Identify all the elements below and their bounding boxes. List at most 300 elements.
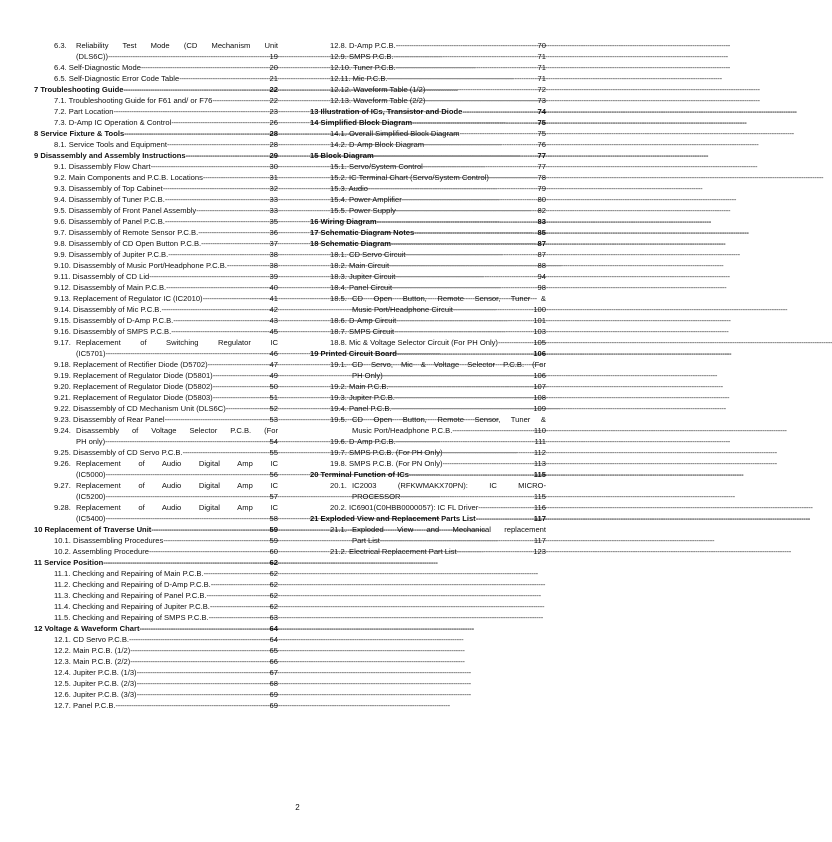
leader-dots [453,304,532,315]
toc-entry-title: 10 Replacement of Traverse Unit [34,525,152,534]
leader-dots [163,535,268,546]
toc-page-number: 88 [537,261,546,270]
toc-entry-title: Exploded View and Mechanical replacement [352,525,546,534]
toc-section-heading[interactable] [310,469,546,480]
toc-entry[interactable] [310,436,546,447]
toc-page-number: 54 [269,437,278,446]
toc-page-number: 94 [537,272,546,281]
toc-entry[interactable] [34,645,278,656]
leader-dots [478,502,533,513]
toc-page-number: 47 [269,360,278,369]
toc-entry[interactable] [34,392,278,403]
toc-entry[interactable] [310,381,546,392]
leader-dots [425,95,536,106]
toc-page-number: 65 [269,646,278,655]
toc-entry-title-continued: Music Port/Headphone Circuit [352,305,453,314]
toc-entry-number: 19.5. [330,415,347,424]
toc-section-heading[interactable] [310,238,546,249]
toc-page-number: 63 [269,613,278,622]
toc-entry[interactable] [310,293,546,315]
toc-entry-title: 19.4. Panel P.C.B. [330,404,392,413]
toc-page-number: 50 [269,382,278,391]
leader-dots [498,337,532,348]
toc-entry-title-continued: Part List [352,536,380,545]
toc-page-number: 56 [269,470,278,479]
leader-dots [149,271,268,282]
toc-entry[interactable] [34,359,278,370]
toc-entry[interactable] [34,216,278,227]
toc-entry[interactable] [34,590,278,601]
toc-page-number: 73 [537,96,546,105]
toc-entry[interactable] [310,546,546,557]
toc-page-number: 101 [533,316,546,325]
leader-dots [383,370,533,381]
toc-entry[interactable] [310,337,546,348]
toc-section-heading[interactable] [310,513,546,524]
toc-page-number: 62 [269,558,278,567]
toc-entry[interactable] [34,414,278,425]
toc-page-number: 82 [537,206,546,215]
toc-entry-title: 15.5. Power Supply [330,206,396,215]
toc-entry-title: 19.7. SMPS P.C.B. (For PH Only) [330,448,443,457]
leader-dots [392,282,536,293]
toc-entry-title: 9.19. Replacement of Regulator Diode (D5801) [54,371,213,380]
leader-dots [137,689,269,700]
leader-dots [396,436,534,447]
leader-dots [476,513,533,524]
toc-entry-number: 20.1. [330,481,347,490]
toc-entry[interactable] [34,183,278,194]
toc-entry[interactable] [310,139,546,150]
toc-entry-second-line [330,304,546,315]
toc-page-number: 75 [537,129,546,138]
toc-section-heading[interactable] [310,106,546,117]
toc-entry[interactable] [310,95,546,106]
leader-dots [209,612,269,623]
toc-section-heading[interactable] [34,150,278,161]
toc-entry-title-continued: PH Only) [352,371,383,380]
toc-entry-first-line [330,524,546,535]
toc-entry[interactable] [34,194,278,205]
leader-dots [425,84,536,95]
toc-page-number: 87 [537,250,546,259]
toc-page-number: 115 [533,492,546,501]
toc-entry[interactable] [34,249,278,260]
toc-entry-number: 9.17. [54,338,71,347]
toc-page-number: 57 [269,492,278,501]
toc-entry-title: 9.16. Disassembly of SMPS P.C.B. [54,327,172,336]
toc-page-number: 36 [269,228,278,237]
toc-entry-number: 19.1. [330,360,347,369]
leader-dots [114,106,269,117]
leader-dots [203,172,269,183]
toc-page-number: 35 [269,217,278,226]
toc-entry-title: 7.2. Part Location [54,107,114,116]
toc-page-number: 62 [269,602,278,611]
toc-entry-first-line [330,480,546,491]
toc-entry-first-line [54,480,278,491]
toc-entry-title: 12 Voltage & Waveform Chart [34,624,140,633]
toc-page-number: 28 [269,140,278,149]
toc-section-heading[interactable] [310,348,546,359]
toc-entry[interactable] [34,260,278,271]
toc-page-number: 109 [533,404,546,413]
toc-page-number: 62 [269,580,278,589]
toc-page-number: 98 [537,283,546,292]
leader-dots [124,128,268,139]
toc-entry[interactable] [310,205,546,216]
leader-dots [409,469,533,480]
leader-dots [395,392,532,403]
toc-entry[interactable] [34,205,278,216]
leader-dots [130,645,268,656]
toc-entry-title: 11.2. Checking and Repairing of D-Amp P.C.B. [54,580,211,589]
toc-page-number: 70 [537,41,546,50]
toc-entry-number: 9.26. [54,459,71,468]
toc-entry[interactable] [34,546,278,557]
toc-entry-title: 20 Terminal Function of ICs [310,470,410,479]
leader-dots [166,282,268,293]
toc-entry[interactable] [34,458,278,480]
leader-dots [211,579,269,590]
toc-entry-first-line [330,414,546,425]
leader-dots [380,535,533,546]
toc-entry-title: 8.1. Service Tools and Equipment [54,140,167,149]
toc-entry-second-line [330,491,546,502]
toc-entry-title: 9.2. Main Components and P.C.B. Locations [54,173,203,182]
toc-entry-title-continued: (DLS6C)) [76,52,109,61]
leader-dots [165,194,269,205]
toc-page-number: 66 [269,657,278,666]
toc-entry[interactable] [310,73,546,84]
leader-dots [212,95,268,106]
toc-entry-title: 6.5. Self-Diagnostic Error Code Table [54,74,180,83]
toc-page-number: 49 [269,371,278,380]
leader-dots [377,216,537,227]
leader-dots [103,557,268,568]
toc-entry-title: CD Open Button, Remote Sensor, Tuner & [352,415,546,424]
toc-page-number: 32 [269,184,278,193]
toc-entry[interactable] [34,568,278,579]
toc-entry[interactable] [310,62,546,73]
toc-page-number: 103 [533,327,546,336]
toc-entry[interactable] [310,326,546,337]
toc-entry[interactable] [310,502,546,513]
toc-entry-number: 21.1. [330,525,347,534]
toc-entry[interactable] [310,260,546,271]
leader-dots [402,194,537,205]
toc-entry[interactable] [34,337,278,359]
leader-dots [391,238,537,249]
toc-section-heading[interactable] [310,227,546,238]
toc-entry[interactable] [34,282,278,293]
toc-entry[interactable] [310,128,546,139]
toc-page-number: 31 [269,173,278,182]
leader-dots [213,392,269,403]
toc-page-number: 107 [533,382,546,391]
toc-entry[interactable] [310,84,546,95]
leader-dots [151,524,268,535]
toc-entry[interactable] [34,656,278,667]
toc-entry[interactable] [310,172,546,183]
toc-entry[interactable] [310,271,546,282]
toc-entry-title: CD Open Button, Remote Sensor, Tuner & [352,294,546,303]
toc-entry[interactable] [34,370,278,381]
toc-entry[interactable] [34,535,278,546]
toc-entry-title: 10.2. Assembling Procedure [54,547,149,556]
toc-entry[interactable] [34,227,278,238]
toc-entry[interactable] [34,678,278,689]
toc-entry[interactable] [310,480,546,502]
toc-page-number: 40 [269,283,278,292]
toc-page-number: 22 [269,85,278,94]
toc-entry[interactable] [34,326,278,337]
toc-section-heading[interactable] [34,557,278,568]
toc-entry[interactable] [310,524,546,546]
toc-entry-title: 9.6. Disassembly of Panel P.C.B. [54,217,165,226]
toc-entry-title: 9.18. Replacement of Rectifier Diode (D5702) [54,360,208,369]
toc-entry-number: 6.3. [54,41,67,50]
toc-entry[interactable] [310,447,546,458]
toc-page-number: 87 [537,239,546,248]
toc-entry-title: 9.12. Disassembly of Main P.C.B. [54,283,167,292]
toc-entry-title: 9.11. Disassembly of CD Lid [54,272,150,281]
toc-page-number: 64 [269,635,278,644]
toc-entry-title: 9.9. Disassembly of Jupiter P.C.B. [54,250,169,259]
toc-page-number: 75 [537,118,546,127]
toc-section-heading[interactable] [34,524,278,535]
leader-dots [204,568,269,579]
leader-dots [392,403,533,414]
toc-entry-title: Replacement of Audio Digital Amp IC [76,459,278,468]
toc-entry-title: 7.3. D-Amp IC Operation & Control [54,118,172,127]
toc-page-number: 26 [269,118,278,127]
toc-entry-second-line [54,436,278,447]
toc-entry[interactable] [34,612,278,623]
toc-page-number: 59 [269,525,278,534]
toc-page-number: 23 [269,107,278,116]
leader-dots [106,348,269,359]
toc-entry[interactable] [34,106,278,117]
toc-page-number: 30 [269,162,278,171]
toc-page-number: 38 [269,261,278,270]
toc-entry-second-line [330,425,546,436]
toc-right-column [310,40,546,557]
toc-section-heading[interactable] [34,84,278,95]
toc-entry[interactable] [34,95,278,106]
toc-entry-title: 8 Service Fixture & Tools [34,129,125,138]
toc-entry[interactable] [310,51,546,62]
toc-entry-title-continued: Music Port/Headphone P.C.B. [352,426,453,435]
toc-page-number: 41 [269,294,278,303]
toc-entry[interactable] [34,480,278,502]
leader-dots [423,161,537,172]
toc-page-number: 46 [269,349,278,358]
toc-entry[interactable] [34,579,278,590]
toc-entry-title: 18.6. D-Amp Circuit [330,316,397,325]
leader-dots [116,700,269,711]
toc-entry[interactable] [34,425,278,447]
toc-entry[interactable] [310,282,546,293]
toc-page-number: 51 [269,393,278,402]
leader-dots [414,227,536,238]
toc-entry-title: 12.4. Jupiter P.C.B. (1/3) [54,668,137,677]
toc-entry-title: 9 Disassembly and Assembly Instructions [34,151,186,160]
toc-entry[interactable] [310,183,546,194]
leader-dots [168,249,268,260]
toc-page-number: 83 [537,217,546,226]
toc-entry-number: 18.5. [330,294,347,303]
toc-entry[interactable] [310,315,546,326]
toc-entry[interactable] [310,161,546,172]
toc-entry[interactable] [34,403,278,414]
toc-page-number: 71 [537,63,546,72]
leader-dots [396,62,537,73]
leader-dots [203,293,269,304]
toc-entry-title: CD Servo, Mic & Voltage Selector P.C.B. (For [352,360,546,369]
toc-entry-title: 9.8. Disassembly of CD Open Button P.C.B. [54,239,202,248]
toc-entry-second-line [54,513,278,524]
toc-page-number: 39 [269,272,278,281]
toc-entry-title: 9.1. Disassembly Flow Chart [54,162,151,171]
toc-entry[interactable] [310,392,546,403]
toc-entry-title: Reliability Test Mode (CD Mechanism Unit [76,41,278,50]
toc-page-number: 112 [533,448,546,457]
leader-dots [140,623,269,634]
leader-dots [173,315,268,326]
leader-dots [395,271,536,282]
toc-entry-title: 9.5. Disassembly of Front Panel Assembly [54,206,197,215]
toc-page-number: 72 [537,85,546,94]
toc-page-number: 79 [537,184,546,193]
leader-dots [443,447,533,458]
toc-entry-title: 14.2. D-Amp Block Diagram [330,140,425,149]
leader-dots [210,601,269,612]
toc-entry[interactable] [34,502,278,524]
toc-entry[interactable] [34,447,278,458]
toc-page-number: 100 [533,305,546,314]
toc-page-number: 105 [533,338,546,347]
toc-entry-title: 10.1. Disassembling Procedures [54,536,164,545]
toc-entry[interactable] [34,62,278,73]
toc-page-number: 45 [269,327,278,336]
toc-entry[interactable] [34,667,278,678]
toc-entry[interactable] [34,601,278,612]
toc-page-number: 42 [269,305,278,314]
toc-page-number: 85 [537,228,546,237]
toc-entry-title: 11 Service Position [34,558,104,567]
toc-entry[interactable] [310,414,546,436]
leader-dots [424,139,536,150]
toc-page-number: 59 [269,536,278,545]
leader-dots [368,183,537,194]
leader-dots [394,51,537,62]
toc-entry[interactable] [34,271,278,282]
toc-entry[interactable] [34,40,278,62]
toc-page-number: 28 [269,129,278,138]
toc-entry-title: 18.4. Panel Circuit [330,283,393,292]
toc-entry-title: 15.1. Servo/System Control [330,162,423,171]
toc-entry[interactable] [34,172,278,183]
toc-entry[interactable] [34,700,278,711]
toc-entry[interactable] [34,161,278,172]
toc-entry-title: 9.10. Disassembly of Music Port/Headphone P.C.B. [54,261,227,270]
toc-entry[interactable] [34,238,278,249]
toc-section-heading[interactable] [34,623,278,634]
toc-entry[interactable] [34,689,278,700]
toc-entry[interactable] [310,40,546,51]
toc-entry[interactable] [310,249,546,260]
leader-dots [396,205,537,216]
toc-entry[interactable] [34,304,278,315]
toc-entry-title: 12.5. Jupiter P.C.B. (2/3) [54,679,137,688]
leader-dots [227,260,269,271]
toc-entry[interactable] [310,359,546,381]
toc-entry-title: Disassembly of Voltage Selector P.C.B. (For [76,426,278,435]
toc-entry-title: 19.8. SMPS P.C.B. (For PN Only) [330,459,443,468]
toc-entry-title: 14 Simplified Block Diagram [310,118,413,127]
toc-entry[interactable] [34,381,278,392]
toc-page-number: 29 [269,151,278,160]
toc-entry-second-line [330,370,546,381]
toc-entry[interactable] [310,458,546,469]
leader-dots [208,359,269,370]
toc-section-heading[interactable] [34,128,278,139]
toc-entry-second-line [54,469,278,480]
leader-dots [462,106,536,117]
toc-page-number: 111 [534,437,546,446]
toc-section-heading[interactable] [310,150,546,161]
toc-section-heading[interactable] [310,117,546,128]
toc-entry[interactable] [34,139,278,150]
leader-dots [151,161,269,172]
leader-dots [130,656,268,667]
toc-page-number: 108 [533,393,546,402]
leader-dots [106,491,269,502]
leader-dots [163,183,269,194]
toc-entry[interactable] [34,293,278,304]
toc-entry-number: 9.24. [54,426,71,435]
toc-page-number: 71 [537,52,546,61]
toc-entry-title: 12.2. Main P.C.B. (1/2) [54,646,131,655]
toc-section-heading[interactable] [310,216,546,227]
toc-entry-title: 12.10. Tuner P.C.B. [330,63,396,72]
toc-entry-title: 19 Printed Circuit Board [310,349,397,358]
toc-entry[interactable] [34,117,278,128]
toc-page-number: 62 [269,569,278,578]
toc-page-number: 21 [269,74,278,83]
toc-entry[interactable] [34,73,278,84]
toc-entry-title: 18.2. Main Circuit [330,261,390,270]
leader-dots [165,414,269,425]
toc-page-number: 74 [537,107,546,116]
toc-page-number: 33 [269,195,278,204]
toc-page-number: 80 [537,195,546,204]
toc-entry[interactable] [310,403,546,414]
toc-entry-title: 14.1. Overall Simplified Block Diagram [330,129,460,138]
toc-entry[interactable] [34,315,278,326]
toc-entry-title-continued: (IC5701) [76,349,106,358]
toc-entry-title: 9.22. Disassembly of CD Mechanism Unit (DLS6C) [54,404,226,413]
leader-dots [443,458,533,469]
toc-entry-title: 16 Wiring Diagram [310,217,377,226]
leader-dots [397,348,532,359]
toc-entry-title: 12.12. Waveform Table (1/2) [330,85,426,94]
leader-dots [457,546,533,557]
leader-dots [167,139,269,150]
toc-entry[interactable] [34,634,278,645]
toc-entry[interactable] [310,194,546,205]
